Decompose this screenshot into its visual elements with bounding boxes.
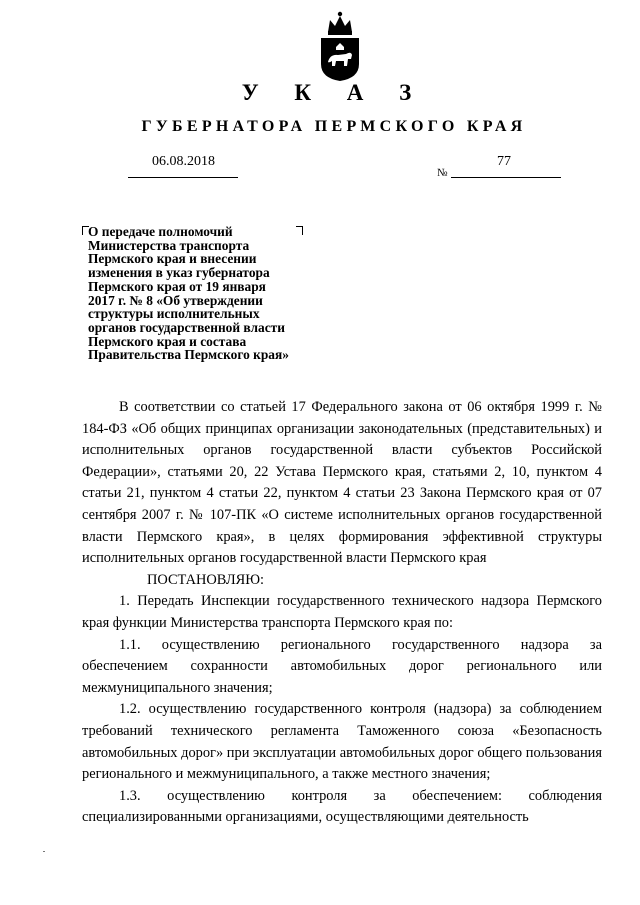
item-1-3: 1.3. осуществлению контроля за обеспечением: соблюдения специализированными организациями, осуществляющими деятельность: [82, 787, 602, 826]
item-1: 1. Передать Инспекции государственного технического надзора Пермского края функции Министерства транспорта Пермского края по:: [82, 593, 602, 631]
subject-line: структуры исполнительных: [88, 306, 260, 322]
item-1-1: 1.1. осуществлению регионального государственного надзора за обеспечением сохранности автомобильных дорог регионального или межмуниципального значения;: [82, 636, 602, 696]
item-1-2: 1.2. осуществлению государственного контроля (надзора) за соблюдением требований технического регламента Таможенного союза «Безопасность автомобильных дорог» при эксплуатации автомобильных дорог общего пользования регионального и межмуниципального, а также местного значения;: [82, 701, 602, 783]
document-title: У К А З: [241, 80, 427, 105]
number-underline: [451, 177, 561, 178]
decree-date: 06.08.2018: [152, 154, 215, 169]
decree-word: ПОСТАНОВЛЯЮ:: [147, 571, 265, 588]
decree-body: [82, 397, 602, 829]
subject-line: изменения в указ губернатора: [88, 265, 270, 281]
scan-artifact: [43, 851, 45, 852]
decree-number: 77: [497, 154, 511, 169]
subject-line: органов государственной власти: [88, 319, 285, 335]
subject-line: Пермского края и внесении: [88, 251, 257, 267]
subject-line: 2017 г. № 8 «Об утверждении: [88, 292, 263, 308]
subject-line: Правительства Пермского края»: [88, 347, 289, 363]
perm-krai-coat-of-arms-icon: [318, 10, 362, 82]
preamble-paragraph: В соответствии со статьей 17 Федерального закона от 06 октября 1999 г. № 184-ФЗ «Об общих принципах организации законодательных (представительных) и исполнительных органов государственной власти субъектов Российской Федерации», статьями 20, 22 Устава Пермского края, статьями 2, 10, пунктом 4 статьи 21, пунктом 4 статьи 22, пунктом 4 статьи 23 Закона Пермского края от 07 сентября 2007 г. № 107-ПК «О системе исполнительных органов государственной власти Пермского края», в целях формирования эффективной структуры исполнительных органов государственной власти Пермского края: [82, 399, 602, 567]
decree-subject: [88, 225, 328, 362]
subject-line: О передаче полномочий: [88, 224, 233, 239]
subject-line: Пермского края и состава: [88, 333, 247, 349]
subject-line: Пермского края от 19 января: [88, 278, 266, 294]
number-label: №: [437, 167, 448, 179]
date-underline: [128, 177, 238, 178]
document-issuer: ГУБЕРНАТОРА ПЕРМСКОГО КРАЯ: [141, 118, 527, 135]
subject-line: Министерства транспорта: [88, 237, 250, 253]
